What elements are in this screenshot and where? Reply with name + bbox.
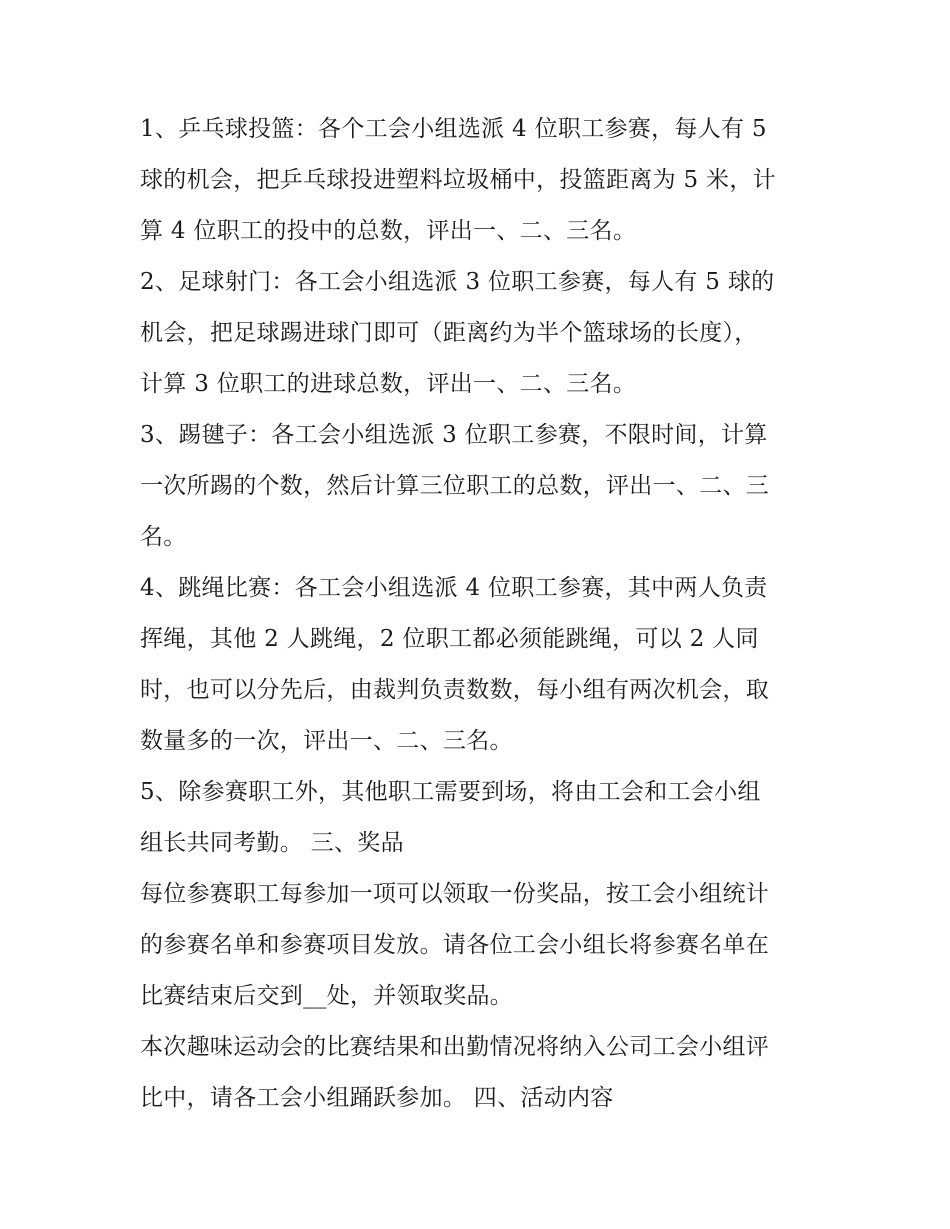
text-line: 比中，请各工会小组踊跃参加。 四、活动内容: [140, 1085, 614, 1111]
text-line: 球的机会，把乒乓球投进塑料垃圾桶中，投篮距离为 5 米，计: [140, 167, 776, 193]
text-line: 3、踢毽子：各工会小组选派 3 位职工参赛，不限时间，计算: [140, 422, 768, 448]
text-line: 每位参赛职工每参加一项可以领取一份奖品，按工会小组统计: [140, 881, 770, 907]
text-line: 2、足球射门：各工会小组选派 3 位职工参赛，每人有 5 球的: [140, 269, 775, 295]
document-body: [140, 104, 830, 1124]
text-line: 组长共同考勤。 三、奖品: [140, 830, 404, 856]
text-line: 计算 3 位职工的进球总数，评出一、二、三名。: [140, 371, 637, 397]
text-line: 算 4 位职工的投中的总数，评出一、二、三名。: [140, 218, 637, 244]
text-line: 本次趣味运动会的比赛结果和出勤情况将纳入公司工会小组评: [140, 1034, 770, 1060]
text-line: 比赛结束后交到__处，并领取奖品。: [140, 983, 514, 1009]
text-line: 5、除参赛职工外，其他职工需要到场，将由工会和工会小组: [140, 779, 761, 805]
text-line: 挥绳，其他 2 人跳绳，2 位职工都必须能跳绳，可以 2 人同: [140, 626, 759, 652]
text-line: 机会，把足球踢进球门即可（距离约为半个篮球场的长度），: [140, 320, 758, 346]
text-line: 4、跳绳比赛：各工会小组选派 4 位职工参赛，其中两人负责: [140, 575, 768, 601]
text-line: 时，也可以分先后，由裁判负责数数，每小组有两次机会，取: [140, 677, 770, 703]
text-line: 的参赛名单和参赛项目发放。请各位工会小组长将参赛名单在: [140, 932, 770, 958]
text-line: 数量多的一次，评出一、二、三名。: [140, 728, 513, 754]
text-line: 1、乒乓球投篮：各个工会小组选派 4 位职工参赛，每人有 5: [140, 116, 767, 142]
text-line: 名。: [140, 524, 187, 550]
text-line: 一次所踢的个数，然后计算三位职工的总数，评出一、二、三: [140, 473, 770, 499]
